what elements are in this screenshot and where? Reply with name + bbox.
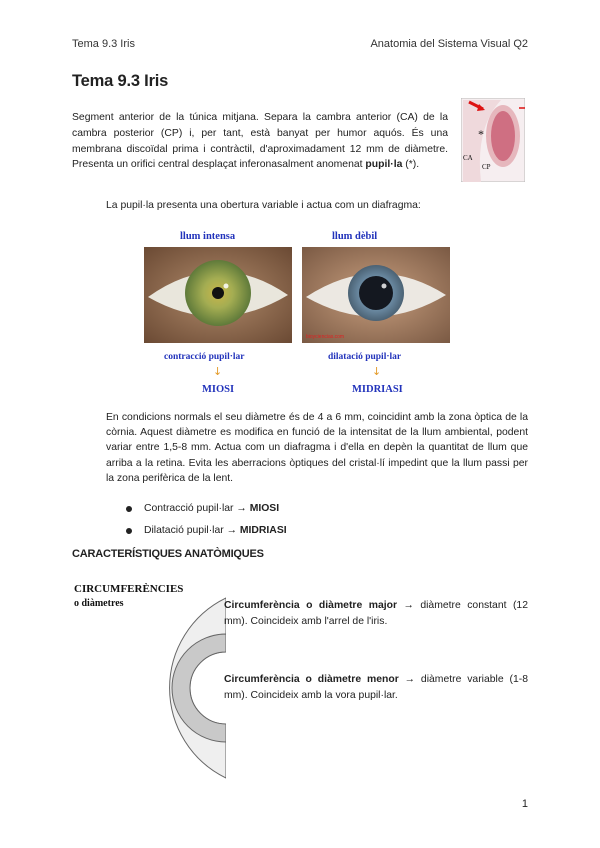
header-left: Tema 9.3 Iris xyxy=(72,38,135,50)
bullet-bold: MIDRIASI xyxy=(239,525,287,536)
bullet-text: Contracció pupil·lar → xyxy=(144,503,250,514)
pupil-eye-figure xyxy=(140,225,460,397)
label-dilatacio: dilatació pupil·lar xyxy=(328,352,402,362)
bullet-item-midriasi xyxy=(126,520,287,542)
label-miosi: MIOSI xyxy=(202,384,235,395)
diaphragm-sentence: La pupil·la presenta una obertura variable i actua com un diafragma: xyxy=(106,200,421,211)
left-eye-reflection xyxy=(224,284,229,289)
section-title: CARACTERÍSTIQUES ANATÒMIQUES xyxy=(72,548,264,560)
right-eye-pupil xyxy=(359,276,393,310)
circumference-diagram xyxy=(72,578,226,788)
bullet-list xyxy=(126,498,287,542)
bullet-text: Dilatació pupil·lar → xyxy=(144,525,240,536)
intro-bold-term: pupil·la xyxy=(365,159,403,171)
diagram-title-line2: o diàmetres xyxy=(74,598,124,609)
label-llum-intensa: llum intensa xyxy=(180,231,236,242)
arrow-down-icon-left: ↓ xyxy=(213,365,223,378)
label-contraccio: contracció pupil·lar xyxy=(164,352,245,362)
intro-text: Segment anterior de la túnica mitjana. Separa la cambra anterior (CA) de la cambra posterior (CP) i, per tant, està banyat per humor aquós. És una membrana discoïdal prima i contràctil, d'aproximadament 12 mm de diàmetre. Presenta un orifici central desplaçat inferonasalment anomenat xyxy=(72,112,448,171)
page-number: 1 xyxy=(521,798,528,810)
header-right: Anatomia del Sistema Visual Q2 xyxy=(370,38,528,50)
intro-tail: (*). xyxy=(402,159,420,171)
diagram-title-line1: CIRCUMFERÈNCIES xyxy=(74,583,184,595)
label-cp: CP xyxy=(482,163,491,171)
minor-diameter-description xyxy=(224,672,528,704)
pupil-star: * xyxy=(478,127,484,141)
major-diameter-term: Circumferència o diàmetre major xyxy=(224,600,398,611)
label-llum-debil: llum dèbil xyxy=(332,231,378,242)
lens-shape xyxy=(491,111,515,161)
bullet-item-miosi xyxy=(126,498,287,520)
page-title: Tema 9.3 Iris xyxy=(72,72,169,90)
left-eye-photo xyxy=(144,247,292,343)
major-diameter-text: → diàmetre constant (12 mm). Coincideix amb l'arrel de l'iris. xyxy=(224,600,528,627)
major-diameter-description xyxy=(224,598,528,630)
minor-diameter-text: → diàmetre variable (1-8 mm). Coincideix amb la vora pupil·lar. xyxy=(224,674,528,701)
anterior-segment-thumbnail xyxy=(461,98,525,182)
minor-diameter-term: Circumferència o diàmetre menor xyxy=(224,674,399,685)
bullet-dot-icon xyxy=(126,528,132,534)
bullet-bold: MIOSI xyxy=(249,503,280,514)
bullet-dot-icon xyxy=(126,506,132,512)
right-eye-reflection xyxy=(382,284,387,289)
photo-credit: bioyciencias.com xyxy=(306,334,345,340)
right-eye-photo xyxy=(302,247,450,343)
label-ca: CA xyxy=(463,154,473,162)
intro-paragraph xyxy=(72,110,448,173)
body-paragraph: En condicions normals el seu diàmetre és de 4 a 6 mm, coincidint amb la zona òptica de la còrnia. Aquest diàmetre es modifica en funció de la intensitat de la llum ambiental, podent variar entre 1,5-8 mm. Actua com un diafragma i d'ella en depèn la quantitat de llum que arriba a la retina. Evita les aberracions òptiques del cristal·lí impedint que la llum passi per la zona perifèrica de la lent. xyxy=(106,412,528,484)
label-midriasi: MIDRIASI xyxy=(352,384,403,395)
arrow-down-icon-right: ↓ xyxy=(372,365,382,378)
left-eye-pupil xyxy=(212,287,224,299)
